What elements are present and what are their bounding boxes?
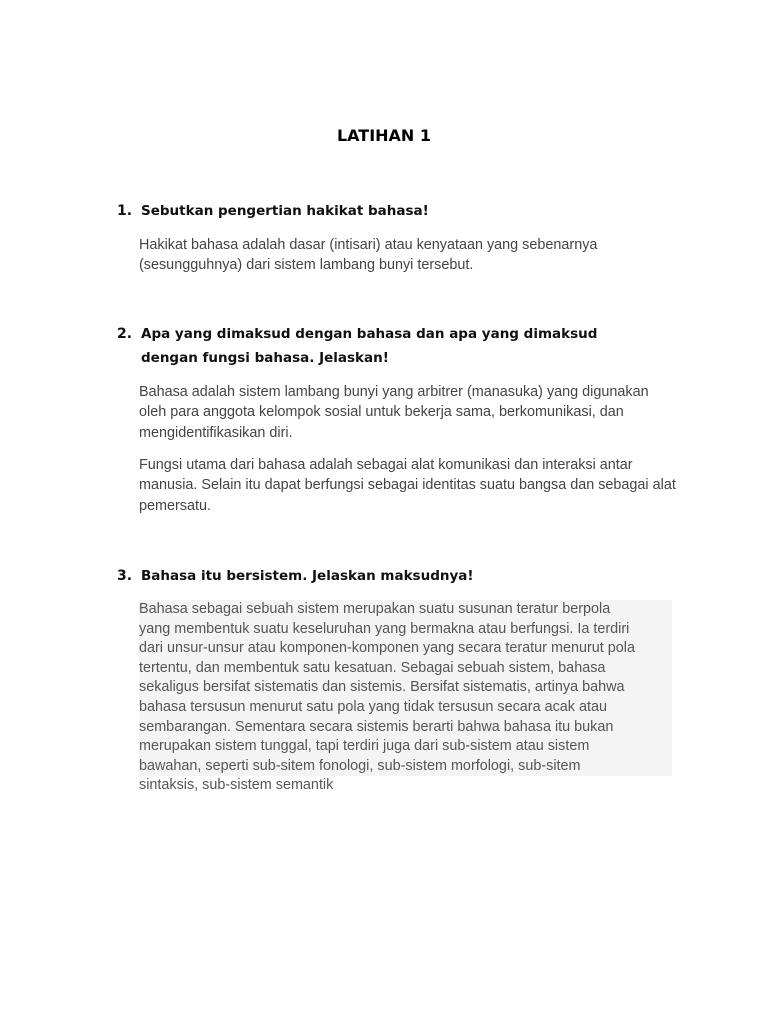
question-text: Bahasa itu bersistem. Jelaskan maksudnya! <box>141 568 474 584</box>
answer-line: bawahan, seperti sub-sitem fonologi, sub-sistem morfologi, sub-sitem <box>139 757 672 777</box>
question-3 <box>117 564 677 588</box>
answer-line: sintaksis, sub-sistem semantik <box>139 777 334 794</box>
answer-paragraph: Hakikat bahasa adalah dasar (intisari) atau kenyataan yang sebenarnya (sesungguhnya) dari sistem lambang bunyi tersebut. <box>139 237 598 274</box>
answer-2b <box>139 455 679 516</box>
question-text: Apa yang dimaksud dengan bahasa dan apa yang dimaksud dengan fungsi bahasa. Jelaskan! <box>141 326 598 366</box>
question-number: 2. <box>117 326 133 342</box>
question-number: 3. <box>117 568 133 584</box>
question-1 <box>117 199 677 223</box>
answer-line: sembarangan. Sementara secara sistemis berarti bahwa bahasa itu bukan <box>139 718 672 738</box>
answer-line: bahasa tersusun menurut satu pola yang tidak tersusun secara acak atau <box>139 698 672 718</box>
answer-paragraph: Fungsi utama dari bahasa adalah sebagai alat komunikasi dan interaksi antar manusia. Selain itu dapat berfungsi sebagai identitas suatu bangsa dan sebagai alat pemersatu. <box>139 457 676 514</box>
answer-line: dari unsur-unsur atau komponen-komponen yang secara teratur menurut pola <box>139 639 672 659</box>
answer-2a <box>139 382 679 443</box>
question-2 <box>117 322 677 370</box>
question-text: Sebutkan pengertian hakikat bahasa! <box>141 203 429 219</box>
question-number: 1. <box>117 203 133 219</box>
answer-1 <box>139 235 679 276</box>
answer-paragraph: Bahasa adalah sistem lambang bunyi yang arbitrer (manasuka) yang digunakan oleh para anggota kelompok sosial untuk bekerja sama, berkomunikasi, dan mengidentifikasikan diri. <box>139 384 649 441</box>
answer-3 <box>139 600 679 796</box>
answer-line: merupakan sistem tunggal, tapi terdiri juga dari sub-sistem atau sistem <box>139 737 672 757</box>
page-title: LATIHAN 1 <box>336 126 432 145</box>
answer-line: Bahasa sebagai sebuah sistem merupakan suatu susunan teratur berpola <box>139 600 672 620</box>
answer-line: yang membentuk suatu keseluruhan yang bermakna atau berfungsi. Ia terdiri <box>139 620 672 640</box>
answer-line: tertentu, dan membentuk satu kesatuan. Sebagai sebuah sistem, bahasa <box>139 659 672 679</box>
answer-line: sekaligus bersifat sistematis dan sistemis. Bersifat sistematis, artinya bahwa <box>139 678 672 698</box>
